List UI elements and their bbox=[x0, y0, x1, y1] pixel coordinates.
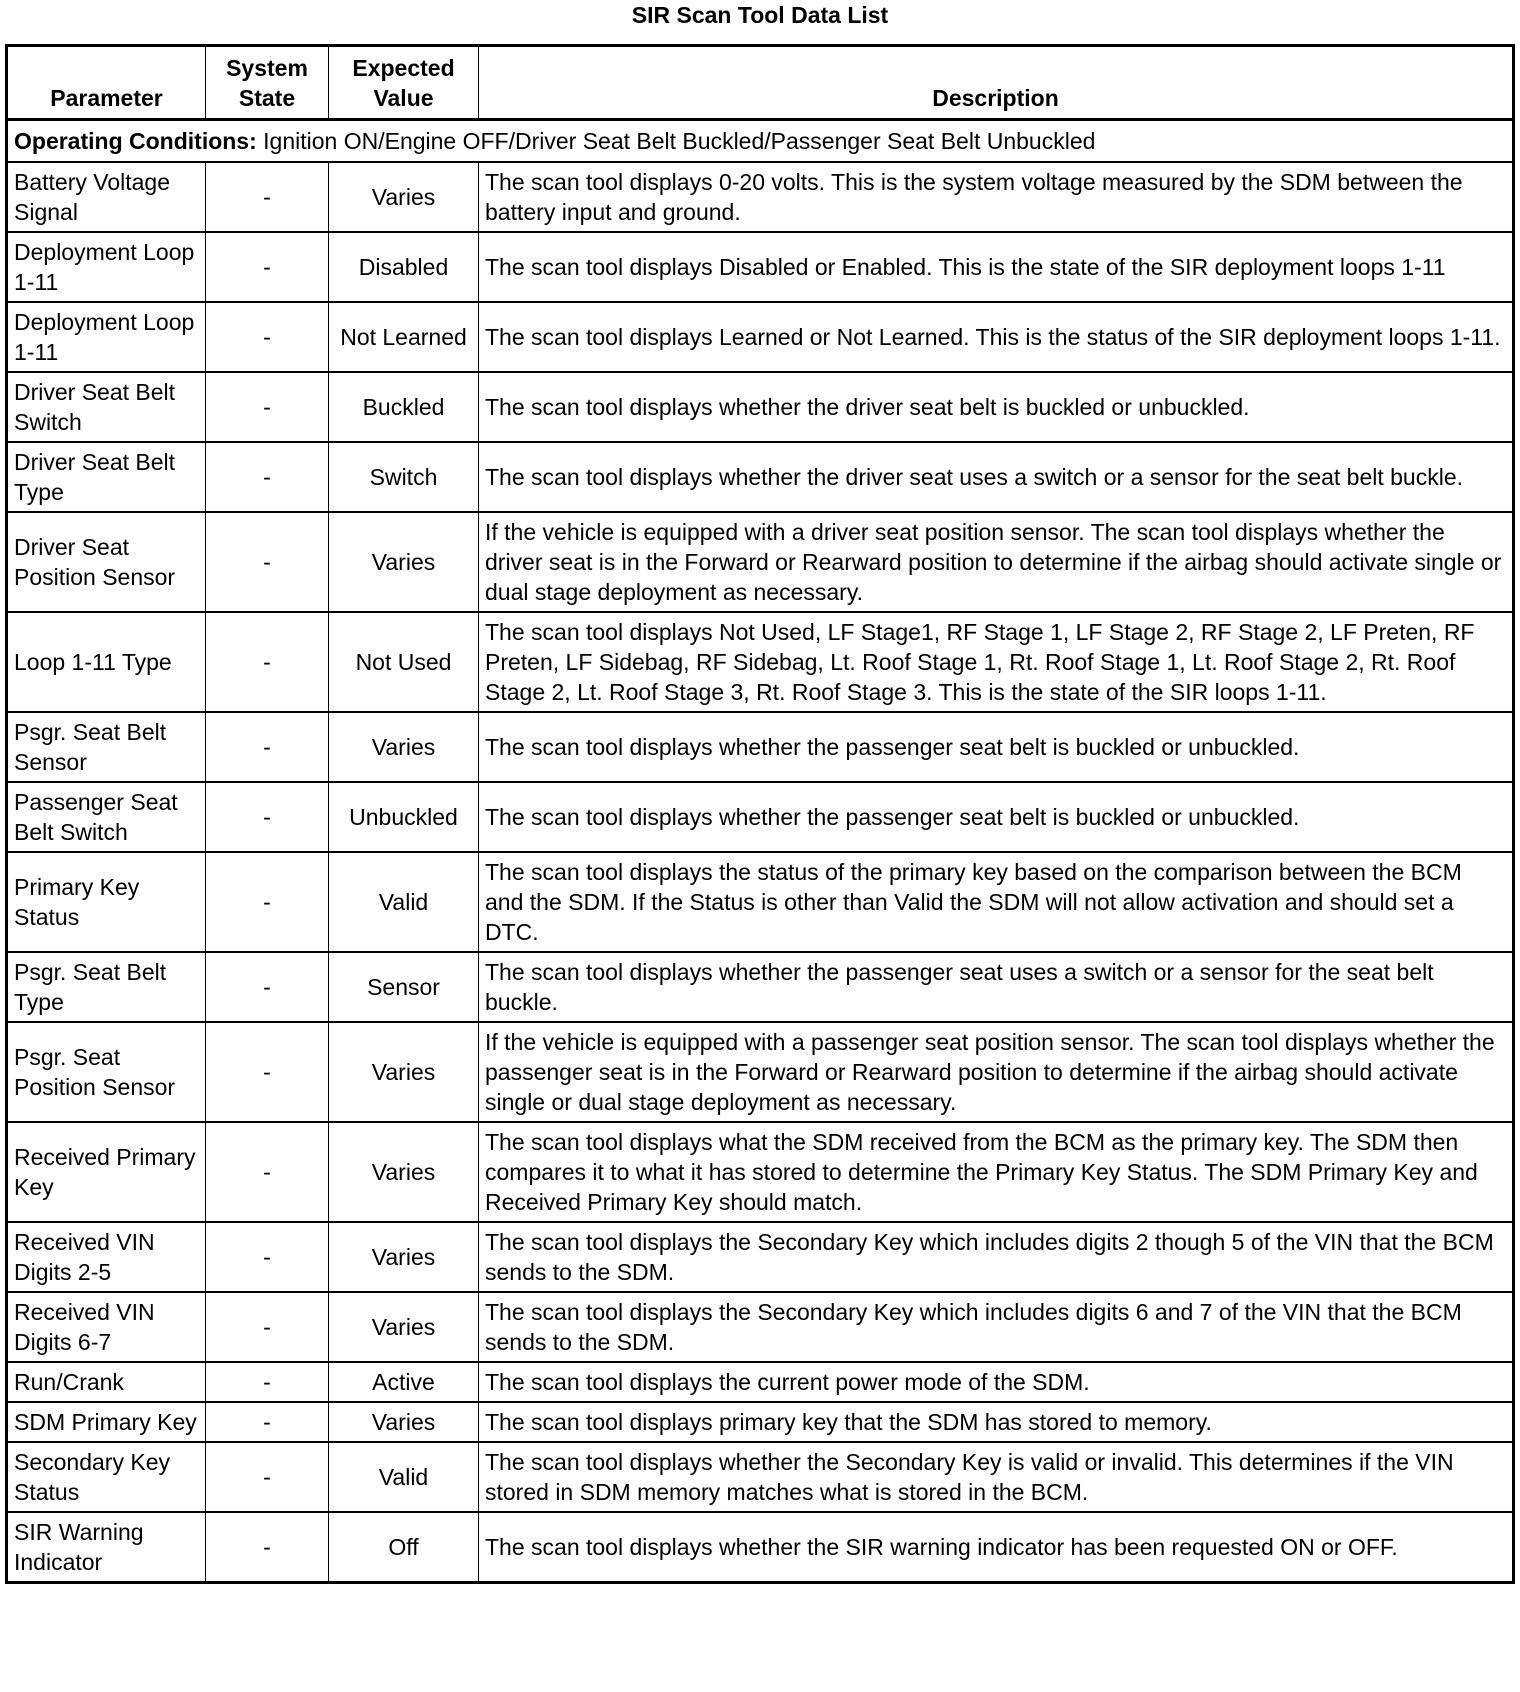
parameter-cell: Secondary Key Status bbox=[7, 1442, 206, 1512]
table-row bbox=[7, 302, 1514, 372]
description-cell: If the vehicle is equipped with a driver seat position sensor. The scan tool displays whether the driver seat is in the Forward or Rearward position to determine if the airbag should activate single or dual stage deployment as necessary. bbox=[479, 512, 1514, 612]
table-row bbox=[7, 512, 1514, 612]
parameter-cell: Battery Voltage Signal bbox=[7, 162, 206, 232]
system-state-cell: - bbox=[206, 1512, 329, 1583]
description-cell: The scan tool displays 0-20 volts. This is the system voltage measured by the SDM between the battery input and ground. bbox=[479, 162, 1514, 232]
table-row bbox=[7, 712, 1514, 782]
operating-conditions bbox=[7, 120, 1514, 163]
parameter-cell: Loop 1-11 Type bbox=[7, 612, 206, 712]
document-title: SIR Scan Tool Data List bbox=[631, 2, 889, 28]
system-state-cell: - bbox=[206, 1442, 329, 1512]
description-cell: The scan tool displays Learned or Not Learned. This is the status of the SIR deployment loops 1-11. bbox=[479, 302, 1514, 372]
description-cell: The scan tool displays primary key that the SDM has stored to memory. bbox=[479, 1402, 1514, 1442]
parameter-cell: Received VIN Digits 2-5 bbox=[7, 1222, 206, 1292]
table-row bbox=[7, 952, 1514, 1022]
description-cell: The scan tool displays whether the passenger seat belt is buckled or unbuckled. bbox=[479, 782, 1514, 852]
parameter-cell: Psgr. Seat Belt Sensor bbox=[7, 712, 206, 782]
table-row bbox=[7, 372, 1514, 442]
table-row bbox=[7, 612, 1514, 712]
expected-value-cell: Varies bbox=[329, 512, 479, 612]
parameter-cell: Received Primary Key bbox=[7, 1122, 206, 1222]
system-state-cell: - bbox=[206, 952, 329, 1022]
table-row bbox=[7, 1222, 1514, 1292]
table-header-row bbox=[7, 46, 1514, 120]
expected-value-cell: Valid bbox=[329, 852, 479, 952]
expected-value-cell: Buckled bbox=[329, 372, 479, 442]
description-cell: The scan tool displays the current power mode of the SDM. bbox=[479, 1362, 1514, 1402]
description-cell: The scan tool displays whether the passenger seat belt is buckled or unbuckled. bbox=[479, 712, 1514, 782]
parameter-cell: Deployment Loop 1-11 bbox=[7, 302, 206, 372]
operating-conditions-label: Operating Conditions: bbox=[14, 128, 257, 154]
description-cell: The scan tool displays the Secondary Key which includes digits 6 and 7 of the VIN that the BCM sends to the SDM. bbox=[479, 1292, 1514, 1362]
system-state-cell: - bbox=[206, 612, 329, 712]
table-row bbox=[7, 1022, 1514, 1122]
operating-conditions-text: Ignition ON/Engine OFF/Driver Seat Belt Buckled/Passenger Seat Belt Unbuckled bbox=[256, 128, 1096, 154]
description-cell: If the vehicle is equipped with a passenger seat position sensor. The scan tool displays whether the passenger seat is in the Forward or Rearward position to determine if the airbag should activate single or dual stage deployment as necessary. bbox=[479, 1022, 1514, 1122]
description-cell: The scan tool displays the Secondary Key which includes digits 2 though 5 of the VIN that the BCM sends to the SDM. bbox=[479, 1222, 1514, 1292]
table-row bbox=[7, 1122, 1514, 1222]
parameter-cell: Primary Key Status bbox=[7, 852, 206, 952]
column-header-description: Description bbox=[479, 46, 1514, 120]
description-cell: The scan tool displays Disabled or Enabled. This is the state of the SIR deployment loops 1-11 bbox=[479, 232, 1514, 302]
expected-value-cell: Unbuckled bbox=[329, 782, 479, 852]
expected-value-cell: Varies bbox=[329, 1292, 479, 1362]
table-row bbox=[7, 1442, 1514, 1512]
system-state-cell: - bbox=[206, 1402, 329, 1442]
parameter-cell: Driver Seat Position Sensor bbox=[7, 512, 206, 612]
system-state-cell: - bbox=[206, 232, 329, 302]
operating-conditions-row bbox=[7, 120, 1514, 163]
system-state-cell: - bbox=[206, 1292, 329, 1362]
expected-value-cell: Active bbox=[329, 1362, 479, 1402]
system-state-cell: - bbox=[206, 1222, 329, 1292]
system-state-cell: - bbox=[206, 1362, 329, 1402]
expected-value-cell: Varies bbox=[329, 1402, 479, 1442]
table-row bbox=[7, 1512, 1514, 1583]
system-state-cell: - bbox=[206, 852, 329, 952]
table-row bbox=[7, 1292, 1514, 1362]
parameter-cell: Passenger Seat Belt Switch bbox=[7, 782, 206, 852]
expected-value-cell: Not Used bbox=[329, 612, 479, 712]
expected-value-cell: Varies bbox=[329, 712, 479, 782]
parameter-cell: SIR Warning Indicator bbox=[7, 1512, 206, 1583]
column-header-expected-value: Expected Value bbox=[329, 46, 479, 120]
description-cell: The scan tool displays whether the passenger seat uses a switch or a sensor for the seat belt buckle. bbox=[479, 952, 1514, 1022]
system-state-cell: - bbox=[206, 512, 329, 612]
system-state-cell: - bbox=[206, 302, 329, 372]
scan-tool-data-table bbox=[5, 44, 1515, 1584]
expected-value-cell: Switch bbox=[329, 442, 479, 512]
table-row bbox=[7, 782, 1514, 852]
expected-value-cell: Varies bbox=[329, 162, 479, 232]
parameter-cell: Deployment Loop 1-11 bbox=[7, 232, 206, 302]
expected-value-cell: Sensor bbox=[329, 952, 479, 1022]
description-cell: The scan tool displays whether the SIR warning indicator has been requested ON or OFF. bbox=[479, 1512, 1514, 1583]
parameter-cell: Received VIN Digits 6-7 bbox=[7, 1292, 206, 1362]
expected-value-cell: Valid bbox=[329, 1442, 479, 1512]
description-cell: The scan tool displays whether the driver seat uses a switch or a sensor for the seat belt buckle. bbox=[479, 442, 1514, 512]
description-cell: The scan tool displays what the SDM received from the BCM as the primary key. The SDM then compares it to what it has stored to determine the Primary Key Status. The SDM Primary Key and Received Primary Key should match. bbox=[479, 1122, 1514, 1222]
expected-value-cell: Disabled bbox=[329, 232, 479, 302]
table-row bbox=[7, 1402, 1514, 1442]
column-header-parameter: Parameter bbox=[7, 46, 206, 120]
column-header-system-state: System State bbox=[206, 46, 329, 120]
expected-value-cell: Varies bbox=[329, 1122, 479, 1222]
table-row bbox=[7, 852, 1514, 952]
system-state-cell: - bbox=[206, 162, 329, 232]
parameter-cell: SDM Primary Key bbox=[7, 1402, 206, 1442]
expected-value-cell: Varies bbox=[329, 1022, 479, 1122]
system-state-cell: - bbox=[206, 712, 329, 782]
system-state-cell: - bbox=[206, 782, 329, 852]
parameter-cell: Run/Crank bbox=[7, 1362, 206, 1402]
table-row bbox=[7, 232, 1514, 302]
description-cell: The scan tool displays whether the driver seat belt is buckled or unbuckled. bbox=[479, 372, 1514, 442]
expected-value-cell: Not Learned bbox=[329, 302, 479, 372]
parameter-cell: Psgr. Seat Belt Type bbox=[7, 952, 206, 1022]
table-body bbox=[7, 120, 1514, 1583]
system-state-cell: - bbox=[206, 1122, 329, 1222]
table-row bbox=[7, 162, 1514, 232]
description-cell: The scan tool displays the status of the primary key based on the comparison between the BCM and the SDM. If the Status is other than Valid the SDM will not allow activation and should set a DTC. bbox=[479, 852, 1514, 952]
parameter-cell: Driver Seat Belt Switch bbox=[7, 372, 206, 442]
system-state-cell: - bbox=[206, 1022, 329, 1122]
expected-value-cell: Off bbox=[329, 1512, 479, 1583]
system-state-cell: - bbox=[206, 442, 329, 512]
table-row bbox=[7, 442, 1514, 512]
parameter-cell: Driver Seat Belt Type bbox=[7, 442, 206, 512]
parameter-cell: Psgr. Seat Position Sensor bbox=[7, 1022, 206, 1122]
table-row bbox=[7, 1362, 1514, 1402]
system-state-cell: - bbox=[206, 372, 329, 442]
expected-value-cell: Varies bbox=[329, 1222, 479, 1292]
description-cell: The scan tool displays Not Used, LF Stage1, RF Stage 1, LF Stage 2, RF Stage 2, LF Preten, RF Preten, LF Sidebag, RF Sidebag, Lt. Roof Stage 1, Rt. Roof Stage 1, Lt. Roof Stage 2, Rt. Roof Stage 2, Lt. Roof Stage 3, Rt. Roof Stage 3. This is the state of the SIR loops 1-11. bbox=[479, 612, 1514, 712]
description-cell: The scan tool displays whether the Secondary Key is valid or invalid. This determines if the VIN stored in SDM memory matches what is stored in the BCM. bbox=[479, 1442, 1514, 1512]
